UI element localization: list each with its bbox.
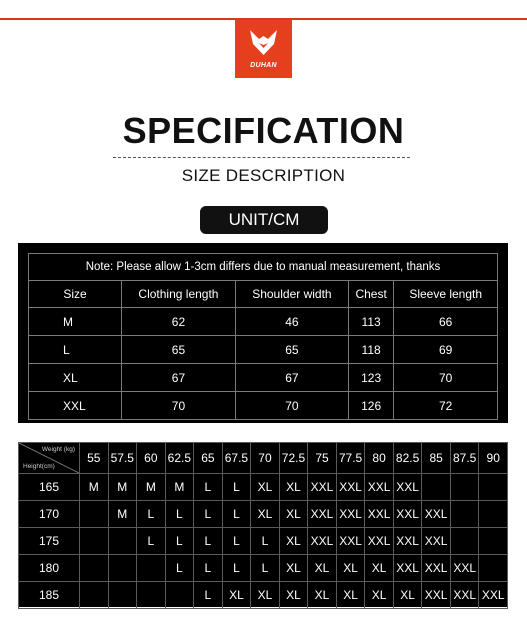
- table-cell: 70: [122, 392, 236, 420]
- corner-cell: [19, 443, 80, 474]
- size-fit-cell: [479, 474, 508, 501]
- size-fit-cell: [422, 474, 451, 501]
- table-cell: 70: [235, 392, 348, 420]
- size-fit-cell: L: [137, 528, 166, 555]
- header-cell: Clothing length: [122, 281, 236, 308]
- table-row: [19, 555, 508, 582]
- size-fit-cell: [450, 528, 479, 555]
- size-fit-cell: XL: [365, 555, 394, 582]
- size-fit-cell: XL: [251, 501, 280, 528]
- size-fit-cell: [479, 528, 508, 555]
- size-fit-cell: [479, 555, 508, 582]
- size-fit-cell: L: [251, 555, 280, 582]
- fit-chart-panel: [18, 442, 508, 607]
- size-fit-cell: XXL: [308, 528, 337, 555]
- size-fit-cell: L: [222, 528, 251, 555]
- size-cell: XXL: [29, 392, 122, 420]
- size-fit-cell: XL: [251, 582, 280, 609]
- weight-cell: 77.5: [336, 443, 365, 474]
- table-cell: 65: [235, 336, 348, 364]
- unit-badge: UNIT/CM: [200, 206, 328, 234]
- table-cell: 66: [394, 308, 498, 336]
- table-row: [19, 582, 508, 609]
- weight-cell: 57.5: [108, 443, 137, 474]
- header-cell: Size: [29, 281, 122, 308]
- size-fit-cell: XL: [279, 474, 308, 501]
- size-fit-cell: XXL: [308, 501, 337, 528]
- brand-name: DUHAN: [250, 62, 277, 69]
- size-fit-cell: XXL: [365, 474, 394, 501]
- size-fit-cell: XL: [336, 555, 365, 582]
- table-cell: 65: [122, 336, 236, 364]
- size-fit-cell: L: [165, 528, 194, 555]
- table-row: [19, 501, 508, 528]
- size-cell: L: [29, 336, 122, 364]
- weight-header-row: [19, 443, 508, 474]
- height-cell: 175: [19, 528, 80, 555]
- size-fit-cell: [108, 582, 137, 609]
- size-fit-cell: L: [137, 501, 166, 528]
- size-fit-cell: L: [194, 474, 223, 501]
- weight-cell: 65: [194, 443, 223, 474]
- size-fit-cell: XL: [279, 528, 308, 555]
- size-fit-cell: XXL: [450, 582, 479, 609]
- size-fit-cell: [108, 555, 137, 582]
- weight-cell: 60: [137, 443, 166, 474]
- size-fit-cell: M: [80, 474, 109, 501]
- size-fit-cell: XXL: [422, 528, 451, 555]
- size-fit-cell: XXL: [422, 555, 451, 582]
- size-fit-cell: XXL: [393, 555, 422, 582]
- height-axis-label: Height(cm): [23, 463, 55, 470]
- table-cell: 70: [394, 364, 498, 392]
- size-fit-cell: XL: [336, 582, 365, 609]
- size-fit-cell: XXL: [393, 474, 422, 501]
- size-fit-cell: [80, 528, 109, 555]
- height-cell: 185: [19, 582, 80, 609]
- size-fit-cell: XL: [365, 582, 394, 609]
- table-cell: 62: [122, 308, 236, 336]
- height-cell: 180: [19, 555, 80, 582]
- size-fit-cell: [80, 582, 109, 609]
- measurement-note: Note: Please allow 1-3cm differs due to manual measurement, thanks: [29, 254, 498, 281]
- weight-cell: 72.5: [279, 443, 308, 474]
- weight-cell: 70: [251, 443, 280, 474]
- page-title: SPECIFICATION: [122, 110, 405, 151]
- weight-cell: 80: [365, 443, 394, 474]
- table-cell: 126: [348, 392, 393, 420]
- table-cell: 67: [235, 364, 348, 392]
- size-fit-cell: M: [108, 501, 137, 528]
- height-cell: 170: [19, 501, 80, 528]
- size-fit-cell: L: [165, 501, 194, 528]
- size-fit-cell: XXL: [336, 474, 365, 501]
- height-cell: 165: [19, 474, 80, 501]
- size-fit-cell: L: [194, 528, 223, 555]
- size-fit-cell: L: [194, 555, 223, 582]
- size-fit-cell: [450, 474, 479, 501]
- size-table: [28, 253, 498, 420]
- weight-cell: 87.5: [450, 443, 479, 474]
- weight-cell: 90: [479, 443, 508, 474]
- size-cell: M: [29, 308, 122, 336]
- size-fit-cell: XXL: [422, 501, 451, 528]
- size-fit-cell: M: [165, 474, 194, 501]
- table-row: [29, 392, 498, 420]
- table-cell: 123: [348, 364, 393, 392]
- size-cell: XL: [29, 364, 122, 392]
- size-fit-cell: L: [222, 555, 251, 582]
- size-fit-cell: XXL: [365, 528, 394, 555]
- size-fit-cell: L: [251, 528, 280, 555]
- size-fit-cell: L: [194, 582, 223, 609]
- table-row: [29, 364, 498, 392]
- table-cell: 67: [122, 364, 236, 392]
- fox-head-icon: [248, 28, 279, 58]
- size-table-panel: [18, 243, 508, 423]
- size-fit-cell: XL: [308, 582, 337, 609]
- table-cell: 46: [235, 308, 348, 336]
- size-fit-cell: XXL: [393, 528, 422, 555]
- weight-cell: 67.5: [222, 443, 251, 474]
- size-fit-cell: [137, 555, 166, 582]
- size-fit-cell: [450, 501, 479, 528]
- weight-cell: 55: [80, 443, 109, 474]
- size-fit-cell: XL: [251, 474, 280, 501]
- table-row: [29, 308, 498, 336]
- size-fit-cell: XL: [308, 555, 337, 582]
- size-fit-cell: XXL: [393, 501, 422, 528]
- size-fit-cell: XXL: [479, 582, 508, 609]
- table-row: [19, 528, 508, 555]
- weight-cell: 62.5: [165, 443, 194, 474]
- size-fit-cell: XXL: [336, 528, 365, 555]
- size-fit-cell: L: [194, 501, 223, 528]
- header-cell: Sleeve length: [394, 281, 498, 308]
- size-table-header-row: [29, 281, 498, 308]
- size-fit-cell: [137, 582, 166, 609]
- size-fit-cell: [80, 555, 109, 582]
- size-fit-cell: L: [222, 501, 251, 528]
- size-fit-cell: M: [137, 474, 166, 501]
- size-fit-cell: XXL: [336, 501, 365, 528]
- table-cell: 69: [394, 336, 498, 364]
- table-cell: 118: [348, 336, 393, 364]
- weight-cell: 75: [308, 443, 337, 474]
- header-cell: Chest: [348, 281, 393, 308]
- table-cell: 72: [394, 392, 498, 420]
- size-fit-cell: XXL: [450, 555, 479, 582]
- size-fit-cell: [165, 582, 194, 609]
- weight-axis-label: Weight (kg): [41, 446, 75, 453]
- size-fit-cell: [108, 528, 137, 555]
- page-subtitle: SIZE DESCRIPTION: [181, 166, 346, 185]
- table-row: [29, 336, 498, 364]
- table-row: [19, 474, 508, 501]
- size-fit-cell: M: [108, 474, 137, 501]
- size-fit-cell: L: [165, 555, 194, 582]
- fit-chart-table: [18, 442, 508, 609]
- weight-cell: 85: [422, 443, 451, 474]
- table-cell: 113: [348, 308, 393, 336]
- size-fit-cell: XL: [279, 501, 308, 528]
- header-cell: Shoulder width: [235, 281, 348, 308]
- size-fit-cell: XL: [393, 582, 422, 609]
- size-fit-cell: [80, 501, 109, 528]
- dashed-divider: [113, 157, 410, 158]
- size-fit-cell: XL: [222, 582, 251, 609]
- size-table-note-row: [29, 254, 498, 281]
- size-fit-cell: XXL: [422, 582, 451, 609]
- size-fit-cell: [479, 501, 508, 528]
- weight-cell: 82.5: [393, 443, 422, 474]
- size-fit-cell: XL: [279, 555, 308, 582]
- size-fit-cell: XL: [279, 582, 308, 609]
- size-fit-cell: XXL: [365, 501, 394, 528]
- brand-logo: [235, 20, 292, 78]
- size-fit-cell: L: [222, 474, 251, 501]
- size-fit-cell: XXL: [308, 474, 337, 501]
